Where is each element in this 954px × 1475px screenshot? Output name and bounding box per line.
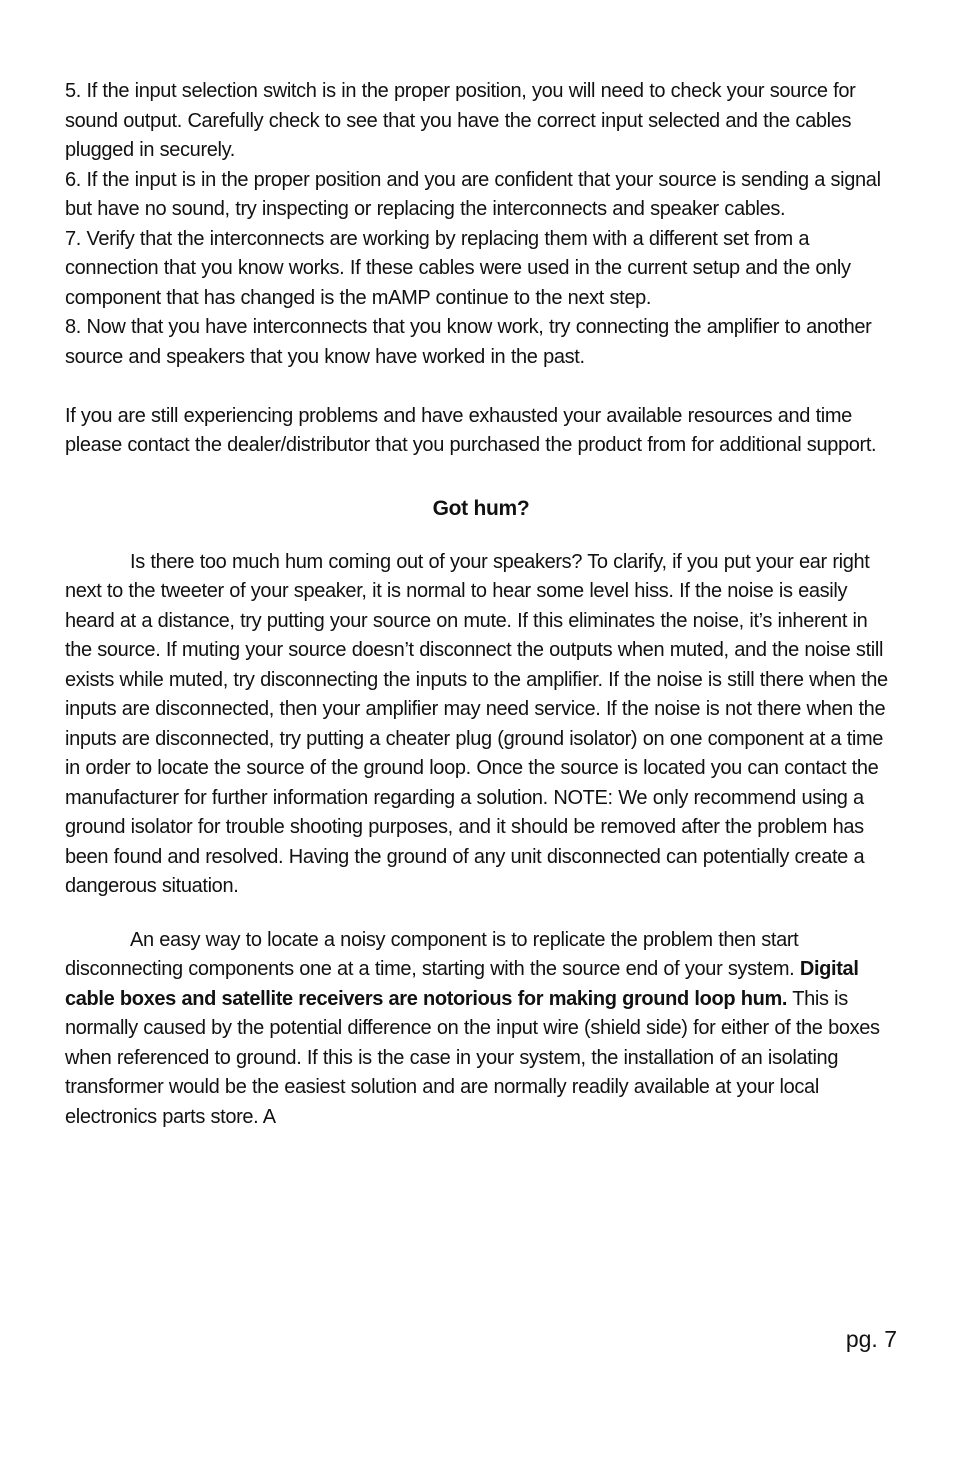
step-6: 6. If the input is in the proper position and you are confident that your source is sending a signal but have no sound, try inspecting or replacing the interconnects and speaker cables. [65,168,881,220]
troubleshooting-steps [65,77,897,372]
hum-explanation-paragraph: Is there too much hum coming out of your speakers? To clarify, if you put your ear right next to the tweeter of your speaker, it is normal to hear some level hiss. If the noise is easily heard at a distance, try putting your source on mute. If this eliminates the noise, it’s inherent in the source. If muting your source doesn’t disconnect the outputs when muted, and the noise still exists while muted, try disconnecting the inputs to the amplifier. If the noise is still there when the inputs are disconnected, then your amplifier may need service. If the noise is not there when the inputs are disconnected, try putting a cheater plug (ground isolator) on one component at a time in order to locate the source of the ground loop. Once the source is located you can contact the manufacturer for further information regarding a solution. NOTE: We only recommend using a ground isolator for trouble shooting purposes, and it should be removed after the problem has been found and resolved. Having the ground of any unit disconnected can potentially create a dangerous situation. [65,550,888,897]
ground-loop-warning-bold: Digital cable boxes and satellite receivers are notorious for making ground loop hum. [65,958,859,1010]
noisy-component-rest: This is normally caused by the potential difference on the input wire (shield side) for either of the boxes when referenced to ground. If this is the case in your system, the installation of an isolating transformer would be the easiest solution and are normally readily available at your local electronics parts store. A [65,987,880,1128]
step-7: 7. Verify that the interconnects are working by replacing them with a different set from a connection that you know works. If these cables were used in the current setup and the only component that has changed is the mAMP continue to the next step. [65,227,851,309]
support-contact-paragraph: If you are still experiencing problems and have exhausted your available resources and time please contact the dealer/distributor that you purchased the product from for additional support. [65,404,877,456]
step-8: 8. Now that you have interconnects that you know work, try connecting the amplifier to another source and speakers that you know have worked in the past. [65,316,872,368]
step-5: 5. If the input selection switch is in the proper position, you will need to check your source for sound output. Carefully check to see that you have the correct input selected and the cables plugged in securely. [65,80,856,161]
noisy-component-paragraph [65,926,897,1133]
manual-page-content [65,77,897,1132]
section-heading-got-hum: Got hum? [432,496,530,520]
noisy-component-intro: An easy way to locate a noisy component is to replicate the problem then start disconnecting components one at a time, starting with the source end of your system. [65,928,800,980]
page-number: pg. 7 [845,1326,897,1352]
